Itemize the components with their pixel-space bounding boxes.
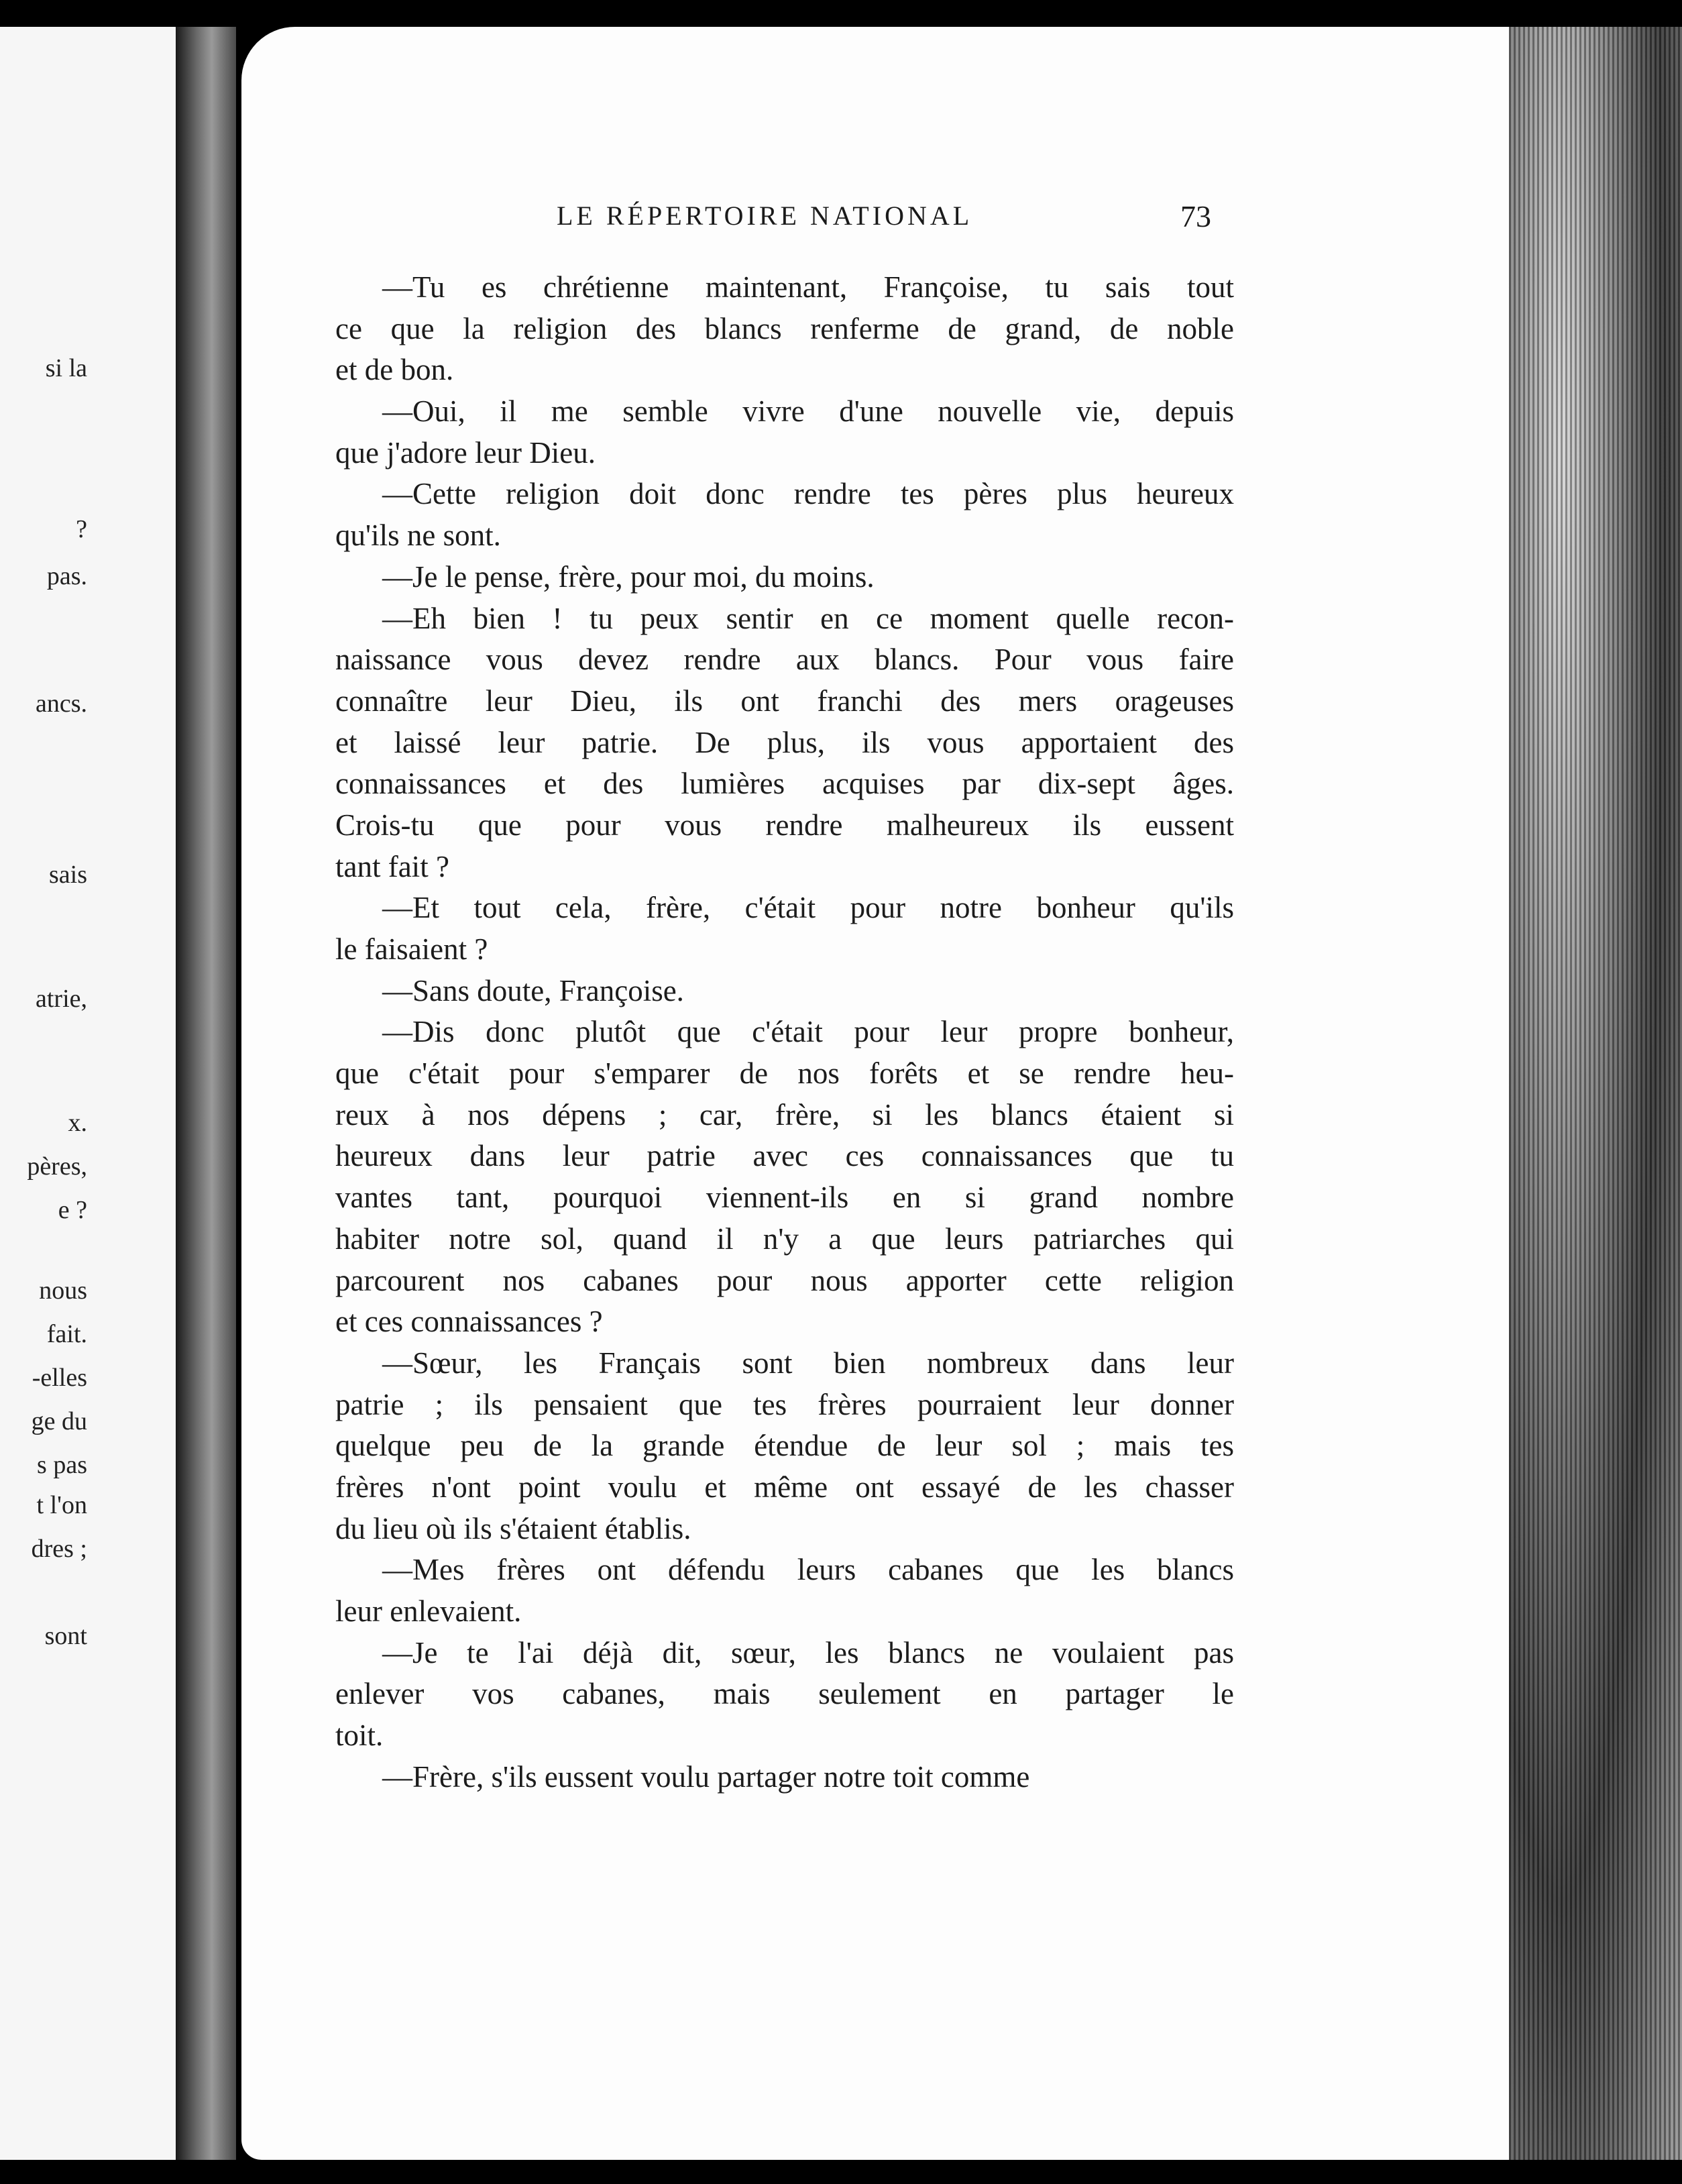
text-line: qu'ils ne sont. [335, 518, 501, 553]
left-page-fragment: ancs. [35, 690, 87, 718]
text-line: frères n'ont point voulu et même ont essayé de les chasser [335, 1470, 1234, 1504]
text-line: habiter notre sol, quand il n'y a que leurs patriarches qui [335, 1221, 1234, 1256]
body-text [335, 267, 1234, 1798]
left-page-fragment: nous [39, 1276, 87, 1305]
text-line: Crois-tu que pour vous rendre malheureux ils eussent [335, 808, 1234, 842]
left-page-fragment: s pas [37, 1451, 87, 1479]
text-line: le faisaient ? [335, 932, 488, 966]
text-line: et ces connaissances ? [335, 1305, 603, 1339]
text-line: naissance vous devez rendre aux blancs. Pour vous faire [335, 643, 1234, 677]
text-line: enlever vos cabanes, mais seulement en partager le [335, 1677, 1234, 1711]
left-page-fragment: ge du [31, 1407, 87, 1435]
book-gutter [176, 27, 236, 2160]
text-line: vantes tant, pourquoi viennent-ils en si grand nombre [335, 1181, 1234, 1215]
text-line: quelque peu de la grande étendue de leur sol ; mais tes [335, 1429, 1234, 1463]
text-line: —Frère, s'ils eussent voulu partager notre toit comme [382, 1759, 1030, 1794]
text-line: que j'adore leur Dieu. [335, 435, 596, 470]
text-line: parcourent nos cabanes pour nous apporter cette religion [335, 1263, 1234, 1297]
text-line: heureux dans leur patrie avec ces connaissances que tu [335, 1139, 1234, 1173]
text-line: —Tu es chrétienne maintenant, Françoise, tu sais tout [382, 270, 1234, 304]
left-page-fragment: dres ; [31, 1535, 87, 1563]
text-line: ce que la religion des blancs renferme de grand, de noble [335, 311, 1234, 345]
left-page-fragment: pères, [27, 1152, 87, 1181]
text-line: connaissances et des lumières acquises par dix-sept âges. [335, 767, 1234, 801]
text-line: —Dis donc plutôt que c'était pour leur propre bonheur, [382, 1015, 1234, 1049]
running-header: LE RÉPERTOIRE NATIONAL [557, 201, 973, 231]
left-page-fragment: e ? [58, 1196, 87, 1224]
text-line: et laissé leur patrie. De plus, ils vous apportaient des [335, 725, 1234, 759]
text-line: —Cette religion doit donc rendre tes pères plus heureux [382, 477, 1234, 511]
book-fore-edge [1509, 27, 1682, 2160]
left-page-fragment: sais [49, 861, 87, 889]
text-line: du lieu où ils s'étaient établis. [335, 1511, 691, 1545]
left-page-fragment: fait. [46, 1320, 87, 1348]
left-page-fragment: t l'on [36, 1491, 87, 1519]
text-line: leur enlevaient. [335, 1594, 522, 1628]
left-page-fragment: pas. [46, 562, 87, 590]
left-page-fragment: ? [76, 515, 87, 543]
text-line: connaître leur Dieu, ils ont franchi des mers orageuses [335, 684, 1234, 718]
text-line: —Sœur, les Français sont bien nombreux dans leur [382, 1346, 1234, 1380]
page-number: 73 [1180, 199, 1211, 233]
left-page-fragment: -elles [32, 1364, 87, 1392]
text-line: —Oui, il me semble vivre d'une nouvelle vie, depuis [382, 394, 1234, 429]
left-page [0, 27, 201, 2160]
left-page-fragment: x. [68, 1109, 87, 1137]
left-page-fragment: si la [45, 354, 87, 382]
text-line: reux à nos dépens ; car, frère, si les blancs étaient si [335, 1097, 1234, 1132]
text-line: patrie ; ils pensaient que tes frères pourraient leur donner [335, 1387, 1234, 1421]
text-line: tant fait ? [335, 849, 449, 883]
text-line: —Et tout cela, frère, c'était pour notre bonheur qu'ils [382, 891, 1234, 925]
text-line: et de bon. [335, 353, 454, 387]
text-line: —Sans doute, Françoise. [382, 973, 684, 1007]
text-line: toit. [335, 1718, 384, 1753]
text-line: que c'était pour s'emparer de nos forêts et se rendre heu- [335, 1056, 1234, 1091]
text-line: —Eh bien ! tu peux sentir en ce moment quelle recon- [382, 601, 1234, 635]
left-page-fragment: atrie, [35, 985, 87, 1013]
text-line: —Mes frères ont défendu leurs cabanes que les blancs [382, 1553, 1234, 1587]
text-line: —Je le pense, frère, pour moi, du moins. [382, 559, 875, 594]
left-page-fragment: sont [44, 1622, 87, 1650]
text-line: —Je te l'ai déjà dit, sœur, les blancs ne voulaient pas [382, 1635, 1234, 1670]
